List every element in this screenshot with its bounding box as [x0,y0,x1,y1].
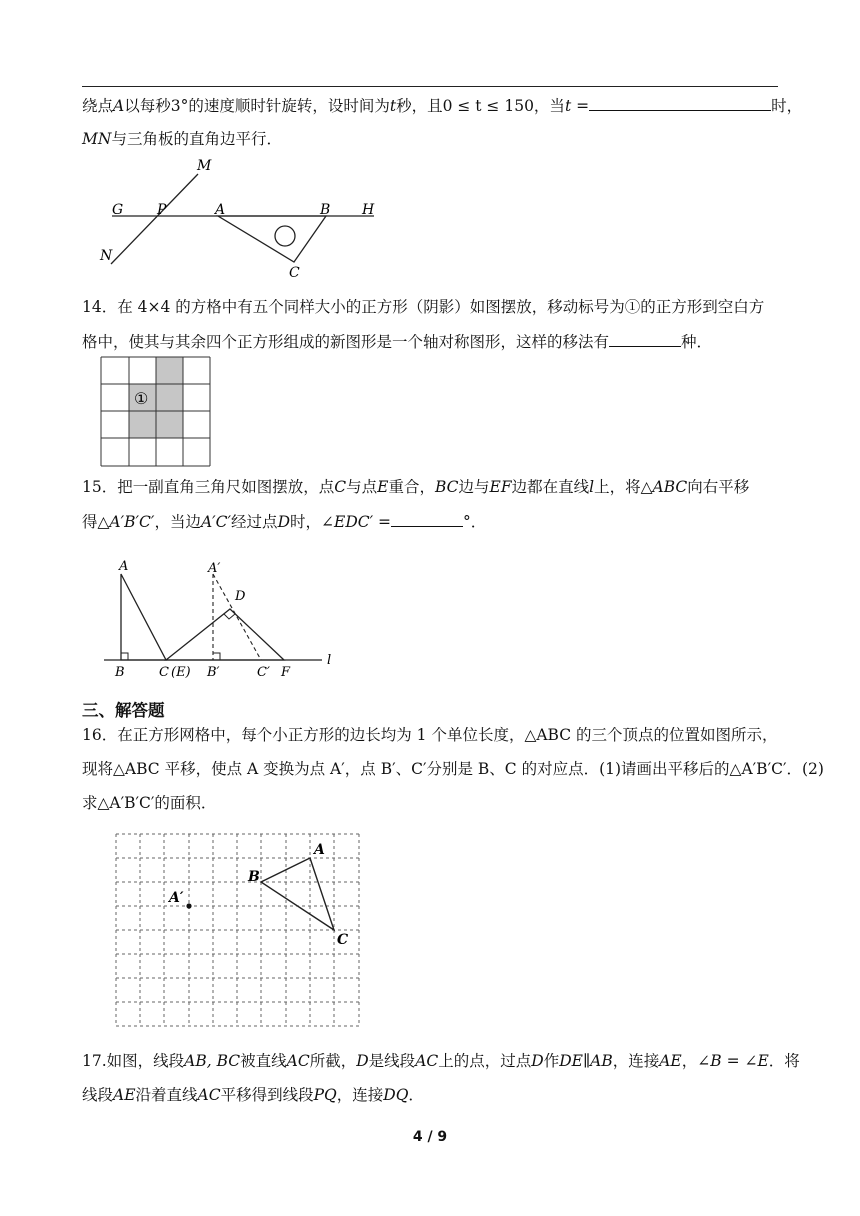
label-G: G [112,202,124,218]
q16-grid-figure [112,830,368,1032]
q14-line-2: 格中，使其与其余四个正方形组成的新图形是一个轴对称图形，这样的移法有 种． [82,330,712,353]
q14-line-1: 14．在 4×4 的方格中有五个同样大小的正方形（阴影）如图摆放，移动标号为①的正方形到空白方 [82,298,765,316]
q15-line-1: 15．把一副直角三角尺如图摆放，点C与点E重合，BC边与EF边都在直线l上，将△ABC向右平移 [82,478,750,496]
q13-line-1: 绕点A以每秒3°的速度顺时针旋转，设时间为t秒，且0 ≤ t ≤ 150，当t = 时， [82,94,802,117]
label-P: P [157,202,167,218]
label-B: B [320,202,331,218]
label-C: C [337,932,349,948]
q15-answer-blank[interactable] [391,510,463,527]
label-H: H [362,202,375,218]
q15-line-2: 得△A′B′C′，当边A′C′经过点D时，∠EDC′ = °． [82,510,486,533]
label-C-prime: C′ [257,665,270,680]
page-number: 4 / 9 [412,1129,448,1145]
q13-line-2: MN与三角板的直角边平行． [82,130,282,148]
label-D: D [235,589,246,604]
label-l: l [327,653,332,668]
label-N: N [100,248,113,264]
label-F: F [281,665,291,680]
q17-line-2: 线段AE沿着直线AC平移得到线段PQ，连接DQ． [82,1086,424,1104]
label-A-prime: A′ [208,561,221,576]
section-heading: 三、解答题 [82,701,165,720]
label-E: (E) [171,665,191,680]
q16-line-3: 求△A′B′C′的面积． [82,794,217,812]
q16-line-1: 16．在正方形网格中，每个小正方形的边长均为 1 个单位长度，△ABC 的三个顶点的位置如图所示， [82,726,778,744]
label-A: A [119,559,129,574]
label-M: M [197,158,212,174]
square-marker-1: ① [134,389,149,408]
label-C: C [159,665,169,680]
label-A: A [215,202,226,218]
q14-grid-figure [100,356,212,468]
q13-figure [96,152,396,287]
q15-figure [96,554,346,684]
label-B-prime: B′ [207,665,220,680]
label-C: C [289,265,300,281]
q14-answer-blank[interactable] [609,330,681,347]
label-A-prime: A′ [169,890,184,906]
q17-line-1: 17.如图，线段AB, BC被直线AC所截，D是线段AC上的点，过点D作DE∥AB，连接AE，∠B = ∠E．将 [82,1052,800,1070]
q16-line-2: 现将△ABC 平移，使点 A 变换为点 A′，点 B′、C′分别是 B、C 的对应点．(1)请画出平移后的△A′B′C′．(2) [82,760,824,778]
q13-answer-blank[interactable] [589,94,771,111]
header-rule [82,86,778,87]
label-A: A [314,842,325,858]
label-B: B [248,869,260,885]
label-B: B [115,665,125,680]
